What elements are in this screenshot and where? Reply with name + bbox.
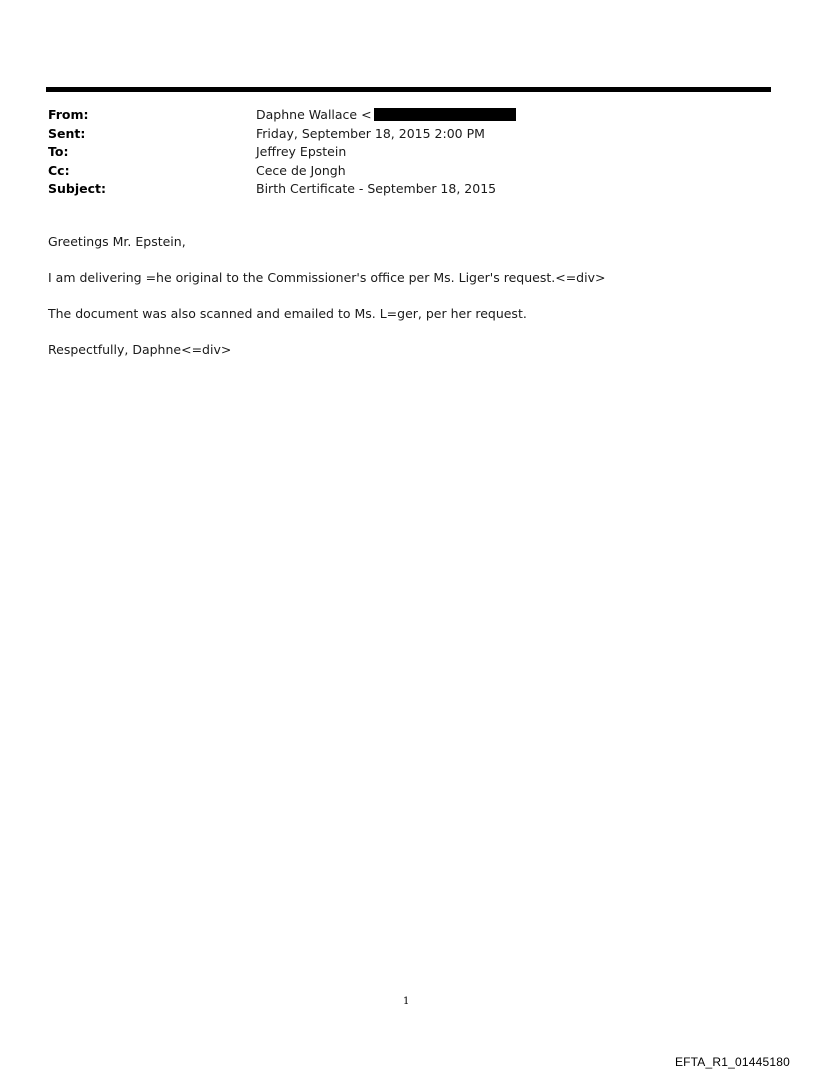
from-value: [256, 106, 516, 125]
to-value: Jeffrey Epstein: [256, 144, 347, 159]
sent-value: Friday, September 18, 2015 2:00 PM: [256, 125, 485, 141]
email-header: [48, 106, 748, 199]
greeting: Greetings Mr. Epstein,: [48, 234, 186, 249]
body-paragraph-2: The document was also scanned and emailed to Ms. L=ger, per her request.: [48, 306, 527, 321]
bates-number: EFTA_R1_01445180: [674, 1055, 790, 1069]
from-row: [48, 106, 748, 125]
to-row: [48, 143, 748, 162]
from-name: Daphne Wallace <: [256, 107, 372, 122]
cc-value: Cece de Jongh: [256, 162, 346, 178]
subject-row: [48, 180, 748, 199]
subject-value: Birth Certificate - September 18, 2015: [256, 181, 497, 196]
redaction-block: [374, 108, 516, 121]
page-number: 1: [403, 996, 410, 1007]
from-label: From:: [48, 107, 89, 122]
cc-label: Cc:: [48, 162, 70, 178]
body-paragraph-1: I am delivering =he original to the Commissioner's office per Ms. Liger's request.<=div>: [48, 270, 606, 285]
header-rule: [46, 87, 771, 92]
to-label: To:: [48, 144, 69, 159]
subject-label: Subject:: [48, 181, 106, 196]
closing: Respectfully, Daphne<=div>: [48, 342, 232, 357]
cc-row: [48, 162, 748, 181]
sent-label: Sent:: [48, 125, 86, 141]
sent-row: [48, 125, 748, 144]
